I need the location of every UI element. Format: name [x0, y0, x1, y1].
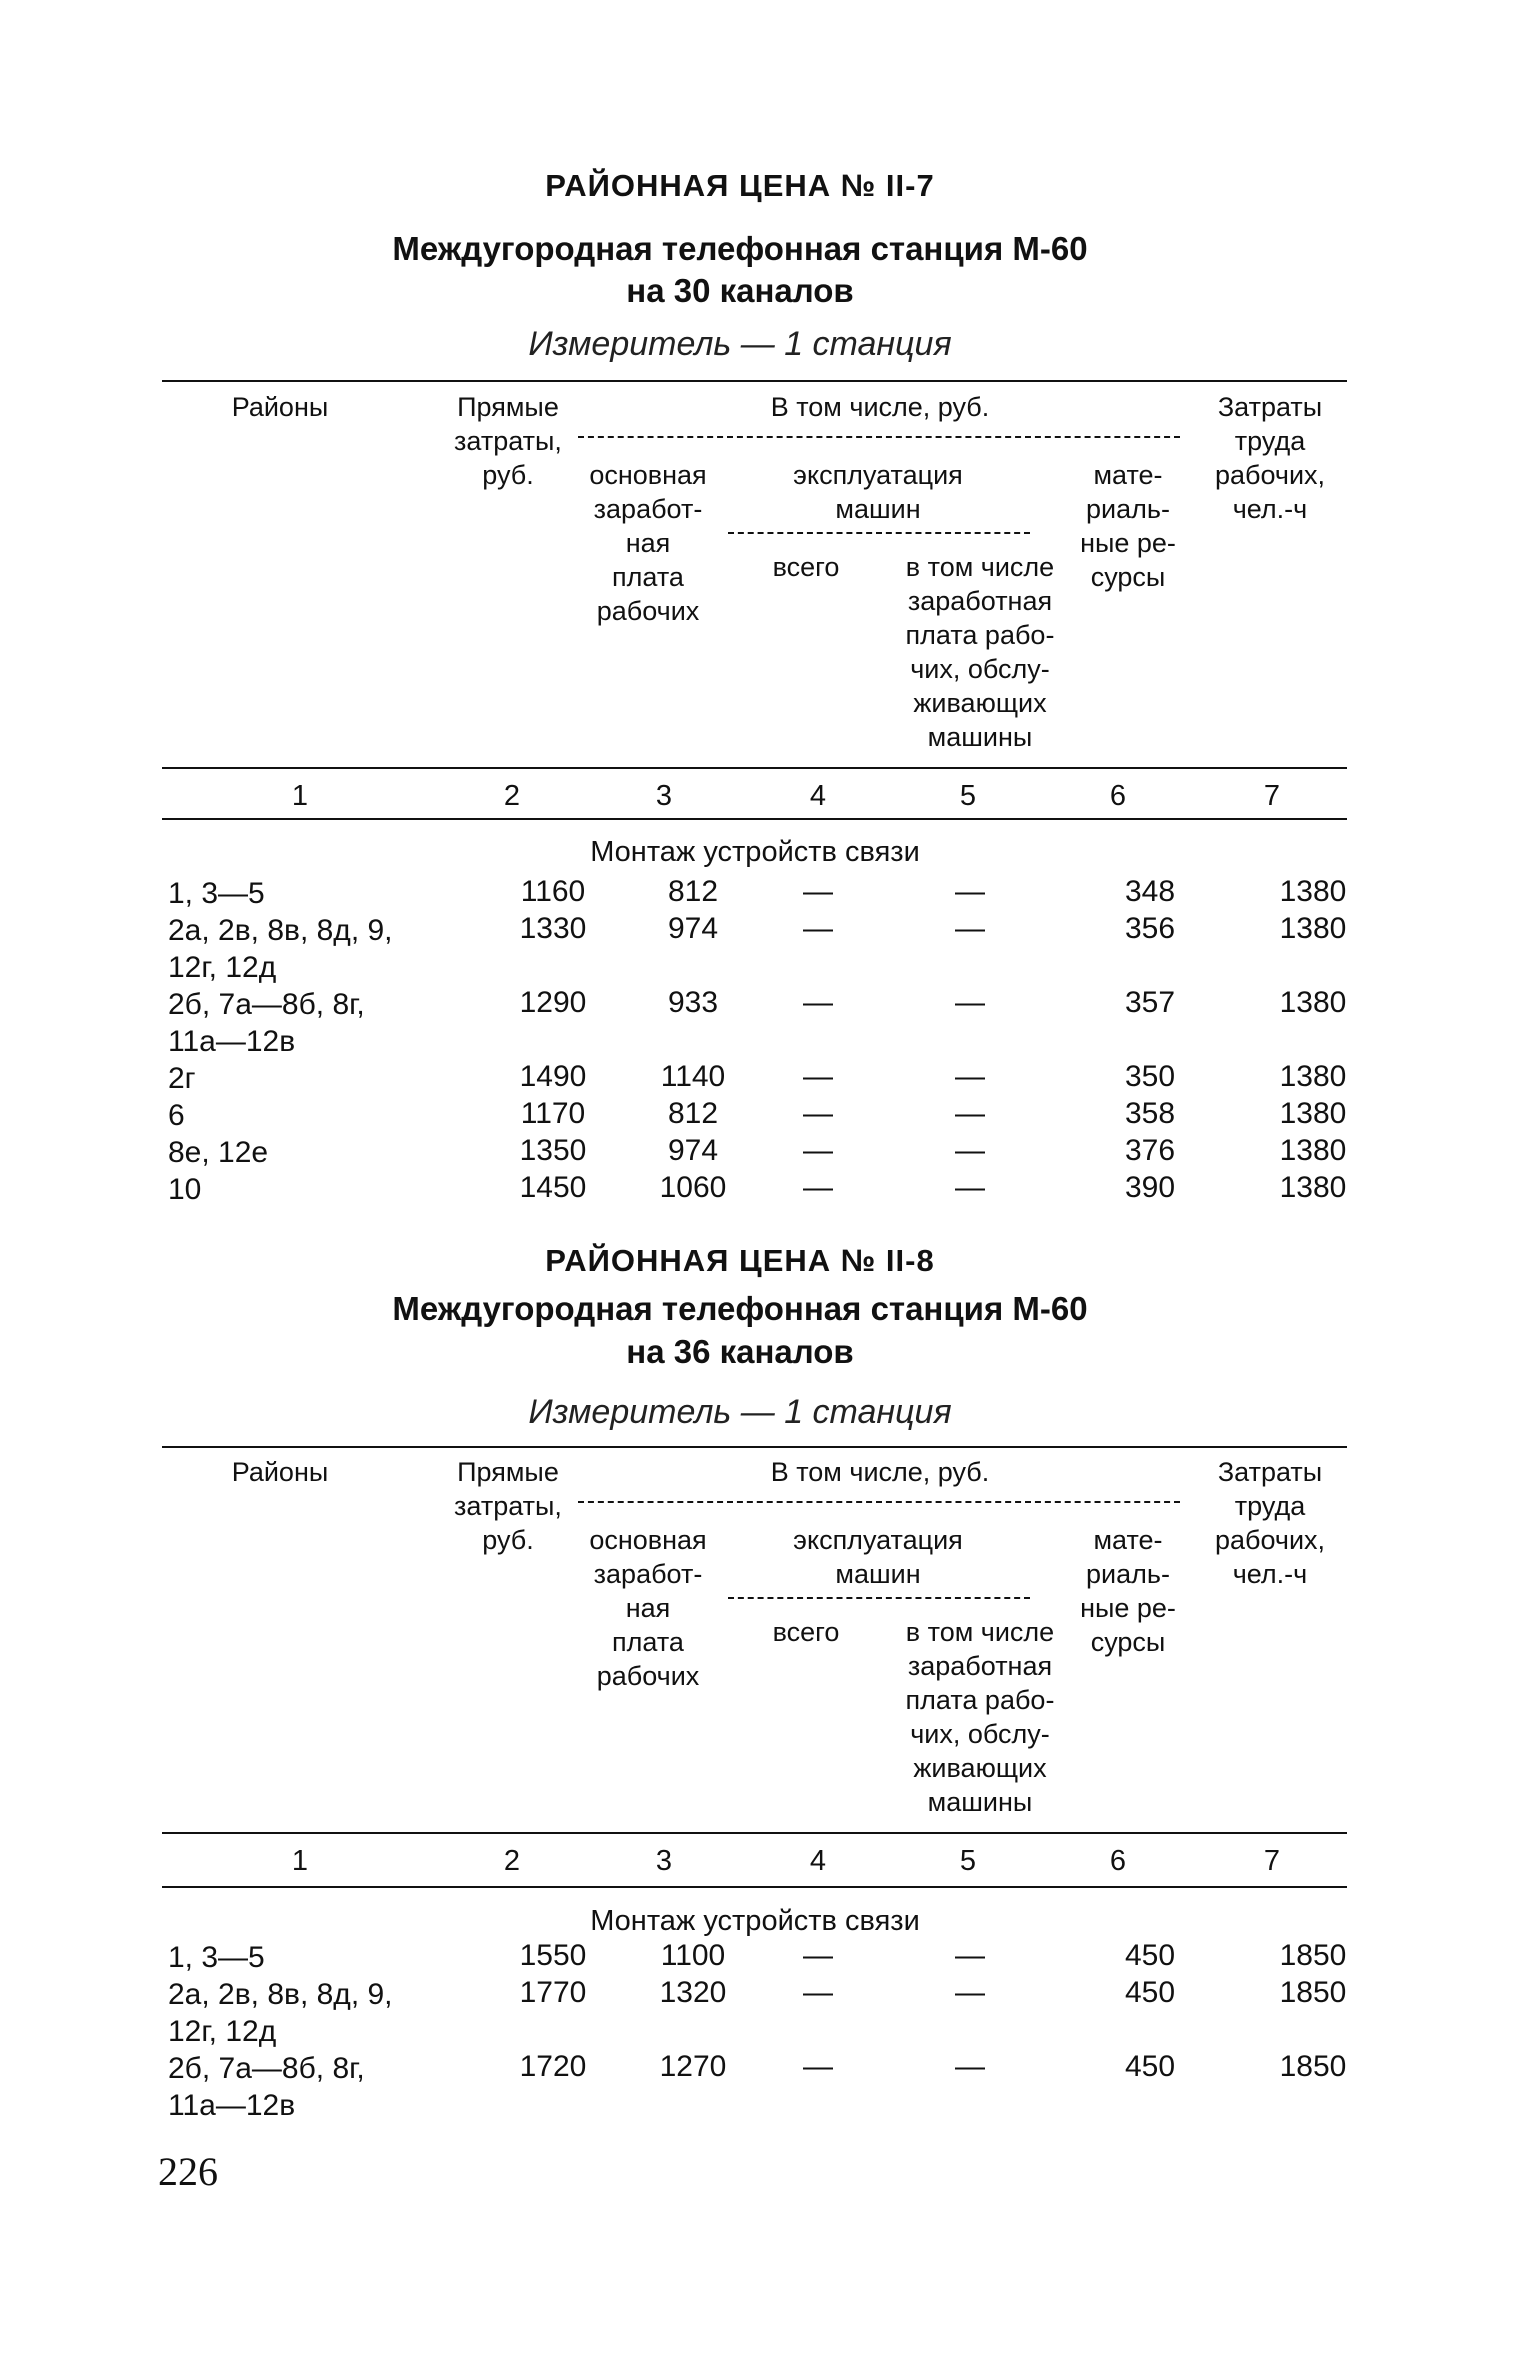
- table-1-row-4-c2: 1490: [519, 1060, 587, 1093]
- table-1-subtitle-line2: на 30 каналов: [626, 272, 854, 309]
- table-2-column-number-5: 5: [959, 1845, 977, 1877]
- table-2-row-3-region: 2б, 7а—8б, 8г, 11а—12в: [168, 2052, 365, 2122]
- table-1-row-3-c7: 1380: [1279, 986, 1347, 1019]
- table-1-section-title: Монтаж устройств связи: [590, 836, 920, 868]
- table-2-row-3-c7: 1850: [1279, 2050, 1347, 2083]
- table-2-row-1-c2: 1550: [519, 1939, 587, 1972]
- table-1-header-regions: Районы: [231, 392, 329, 422]
- table-1-top-rule: [162, 380, 1347, 382]
- table-1-row-2-c7: 1380: [1279, 912, 1347, 945]
- table-1-row-3-c6: 357: [1124, 986, 1176, 1019]
- table-2-header-including: В том числе, руб.: [770, 1457, 990, 1487]
- table-2-header-materials: мате- риаль- ные ре- сурсы: [1080, 1525, 1176, 1657]
- table-2-row-2-c3: 1320: [659, 1976, 727, 2009]
- table-1-header-total: всего: [772, 552, 840, 582]
- table-1-row-6-c7: 1380: [1279, 1134, 1347, 1167]
- table-1-row-1-c4: —: [803, 875, 833, 908]
- table-1-header-including-divider: [578, 436, 1180, 438]
- table-1-column-number-3: 3: [655, 780, 673, 812]
- table-1-row-4-c7: 1380: [1279, 1060, 1347, 1093]
- table-1-header-rule: [162, 767, 1347, 769]
- table-2-row-2-c6: 450: [1124, 1976, 1176, 2009]
- table-1-row-1-c5: —: [955, 875, 985, 908]
- table-1-column-number-2: 2: [503, 780, 521, 812]
- table-2-row-3-c5: —: [955, 2050, 985, 2083]
- table-2-header-machine-wage: в том числе заработная плата рабо- чих, обслу- живающих машины: [905, 1617, 1055, 1817]
- table-1-header-direct-costs: Прямые затраты, руб.: [454, 392, 562, 490]
- table-1-row-5-c6: 358: [1124, 1097, 1176, 1130]
- table-1-row-6-c2: 1350: [519, 1134, 587, 1167]
- table-2-column-number-7: 7: [1263, 1845, 1281, 1877]
- table-1-column-number-6: 6: [1109, 780, 1127, 812]
- table-1-header-labor: Затраты труда рабочих, чел.-ч: [1214, 392, 1326, 524]
- table-2-row-1-c5: —: [955, 1939, 985, 1972]
- table-1-row-7-c6: 390: [1124, 1171, 1176, 1204]
- table-1-row-5-c3: 812: [667, 1097, 719, 1130]
- table-2-row-1-region: 1, 3—5: [168, 1941, 265, 1974]
- table-1-row-5-c4: —: [803, 1097, 833, 1130]
- table-2-column-number-6: 6: [1109, 1845, 1127, 1877]
- table-1-row-3-c5: —: [955, 986, 985, 1019]
- table-1-row-1-region: 1, 3—5: [168, 877, 265, 910]
- page-number: 226: [158, 2149, 218, 2194]
- table-2-header-machine-ops-divider: [728, 1597, 1030, 1599]
- table-1-row-6-c5: —: [955, 1134, 985, 1167]
- table-1-row-2-c5: —: [955, 912, 985, 945]
- table-1-row-1-c2: 1160: [520, 875, 586, 908]
- table-1-column-number-4: 4: [809, 780, 827, 812]
- table-1-row-5-c7: 1380: [1279, 1097, 1347, 1130]
- table-2-header-total: всего: [772, 1617, 840, 1647]
- table-1-row-7-c4: —: [803, 1171, 833, 1204]
- table-1-row-7-c3: 1060: [659, 1171, 727, 1204]
- table-1-row-1-c3: 812: [667, 875, 719, 908]
- table-2-header-direct-costs: Прямые затраты, руб.: [454, 1457, 562, 1555]
- table-2-column-number-1: 1: [291, 1845, 309, 1877]
- table-2-row-2-c4: —: [803, 1976, 833, 2009]
- table-2-row-2-c5: —: [955, 1976, 985, 2009]
- table-2-column-number-4: 4: [809, 1845, 827, 1877]
- table-1-measure: Измеритель — 1 станция: [528, 325, 952, 363]
- table-1-row-6-c3: 974: [667, 1134, 719, 1167]
- table-1-row-6-c6: 376: [1124, 1134, 1176, 1167]
- table-2-row-2-region: 2а, 2в, 8в, 8д, 9, 12г, 12д: [168, 1978, 393, 2048]
- table-2-row-2-c2: 1770: [519, 1976, 587, 2009]
- table-1-row-7-c7: 1380: [1279, 1171, 1347, 1204]
- table-2-row-1-c7: 1850: [1279, 1939, 1347, 1972]
- table-2-measure: Измеритель — 1 станция: [528, 1393, 952, 1431]
- table-1-row-2-c3: 974: [667, 912, 719, 945]
- table-1-row-4-c5: —: [955, 1060, 985, 1093]
- table-1-row-3-region: 2б, 7а—8б, 8г, 11а—12в: [168, 988, 365, 1058]
- table-2-row-1-c4: —: [803, 1939, 833, 1972]
- table-2-header-including-divider: [578, 1501, 1180, 1503]
- table-2-top-rule: [162, 1446, 1347, 1448]
- table-2-subtitle-line1: Междугородная телефонная станция М-60: [392, 1290, 1088, 1327]
- table-1-row-1-c7: 1380: [1279, 875, 1347, 908]
- table-1-row-2-c6: 356: [1124, 912, 1176, 945]
- table-1-column-number-5: 5: [959, 780, 977, 812]
- table-1-row-2-region: 2а, 2в, 8в, 8д, 9, 12г, 12д: [168, 914, 393, 984]
- table-2-header-rule: [162, 1832, 1347, 1834]
- table-2-row-1-c6: 450: [1124, 1939, 1176, 1972]
- table-1-row-4-c4: —: [803, 1060, 833, 1093]
- table-2-row-3-c4: —: [803, 2050, 833, 2083]
- table-2-header-base-wage: основная заработ- ная плата рабочих: [589, 1525, 707, 1691]
- table-1-row-6-c4: —: [803, 1134, 833, 1167]
- table-2-column-number-rule: [162, 1886, 1347, 1888]
- table-2-header-regions: Районы: [231, 1457, 329, 1487]
- table-1-row-4-c6: 350: [1124, 1060, 1176, 1093]
- table-2-row-3-c3: 1270: [659, 2050, 727, 2083]
- table-1-header-including: В том числе, руб.: [770, 392, 990, 422]
- table-1-column-number-7: 7: [1263, 780, 1281, 812]
- table-1-header-materials: мате- риаль- ные ре- сурсы: [1080, 460, 1176, 592]
- table-1-title: РАЙОННАЯ ЦЕНА № II-7: [545, 168, 935, 203]
- table-1-header-machine-ops-divider: [728, 532, 1030, 534]
- table-1-row-3-c4: —: [803, 986, 833, 1019]
- table-1-row-7-region: 10: [168, 1173, 202, 1206]
- table-2-title: РАЙОННАЯ ЦЕНА № II-8: [545, 1243, 935, 1278]
- table-1-header-machine-wage: в том числе заработная плата рабо- чих, обслу- живающих машины: [905, 552, 1055, 752]
- table-2-row-2-c7: 1850: [1279, 1976, 1347, 2009]
- table-1-row-4-c3: 1140: [660, 1060, 726, 1093]
- table-1-column-number-rule: [162, 818, 1347, 820]
- table-2-column-number-3: 3: [655, 1845, 673, 1877]
- table-1-row-5-c5: —: [955, 1097, 985, 1130]
- table-1-row-1-c6: 348: [1124, 875, 1176, 908]
- table-1-row-2-c4: —: [803, 912, 833, 945]
- table-2-row-3-c2: 1720: [519, 2050, 587, 2083]
- table-1-row-2-c2: 1330: [519, 912, 587, 945]
- table-1-row-7-c5: —: [955, 1171, 985, 1204]
- table-1-row-3-c3: 933: [667, 986, 719, 1019]
- table-1-subtitle-line1: Междугородная телефонная станция М-60: [392, 230, 1088, 267]
- table-2-row-3-c6: 450: [1124, 2050, 1176, 2083]
- table-1-header-machine-ops: эксплуатация машин: [793, 460, 963, 524]
- table-1-row-5-c2: 1170: [520, 1097, 586, 1130]
- table-2-header-labor: Затраты труда рабочих, чел.-ч: [1214, 1457, 1326, 1589]
- table-1-row-6-region: 8е, 12е: [168, 1136, 269, 1169]
- table-2-subtitle-line2: на 36 каналов: [626, 1333, 854, 1370]
- table-1-row-3-c2: 1290: [519, 986, 587, 1019]
- table-2-section-title: Монтаж устройств связи: [590, 1905, 920, 1937]
- table-2-row-1-c3: 1100: [660, 1939, 726, 1972]
- table-2-header-machine-ops: эксплуатация машин: [793, 1525, 963, 1589]
- table-1-column-number-1: 1: [291, 780, 309, 812]
- table-2-column-number-2: 2: [503, 1845, 521, 1877]
- table-1-row-7-c2: 1450: [519, 1171, 587, 1204]
- table-1-row-4-region: 2г: [168, 1062, 196, 1095]
- table-1-row-5-region: 6: [168, 1099, 185, 1132]
- table-1-header-base-wage: основная заработ- ная плата рабочих: [589, 460, 707, 626]
